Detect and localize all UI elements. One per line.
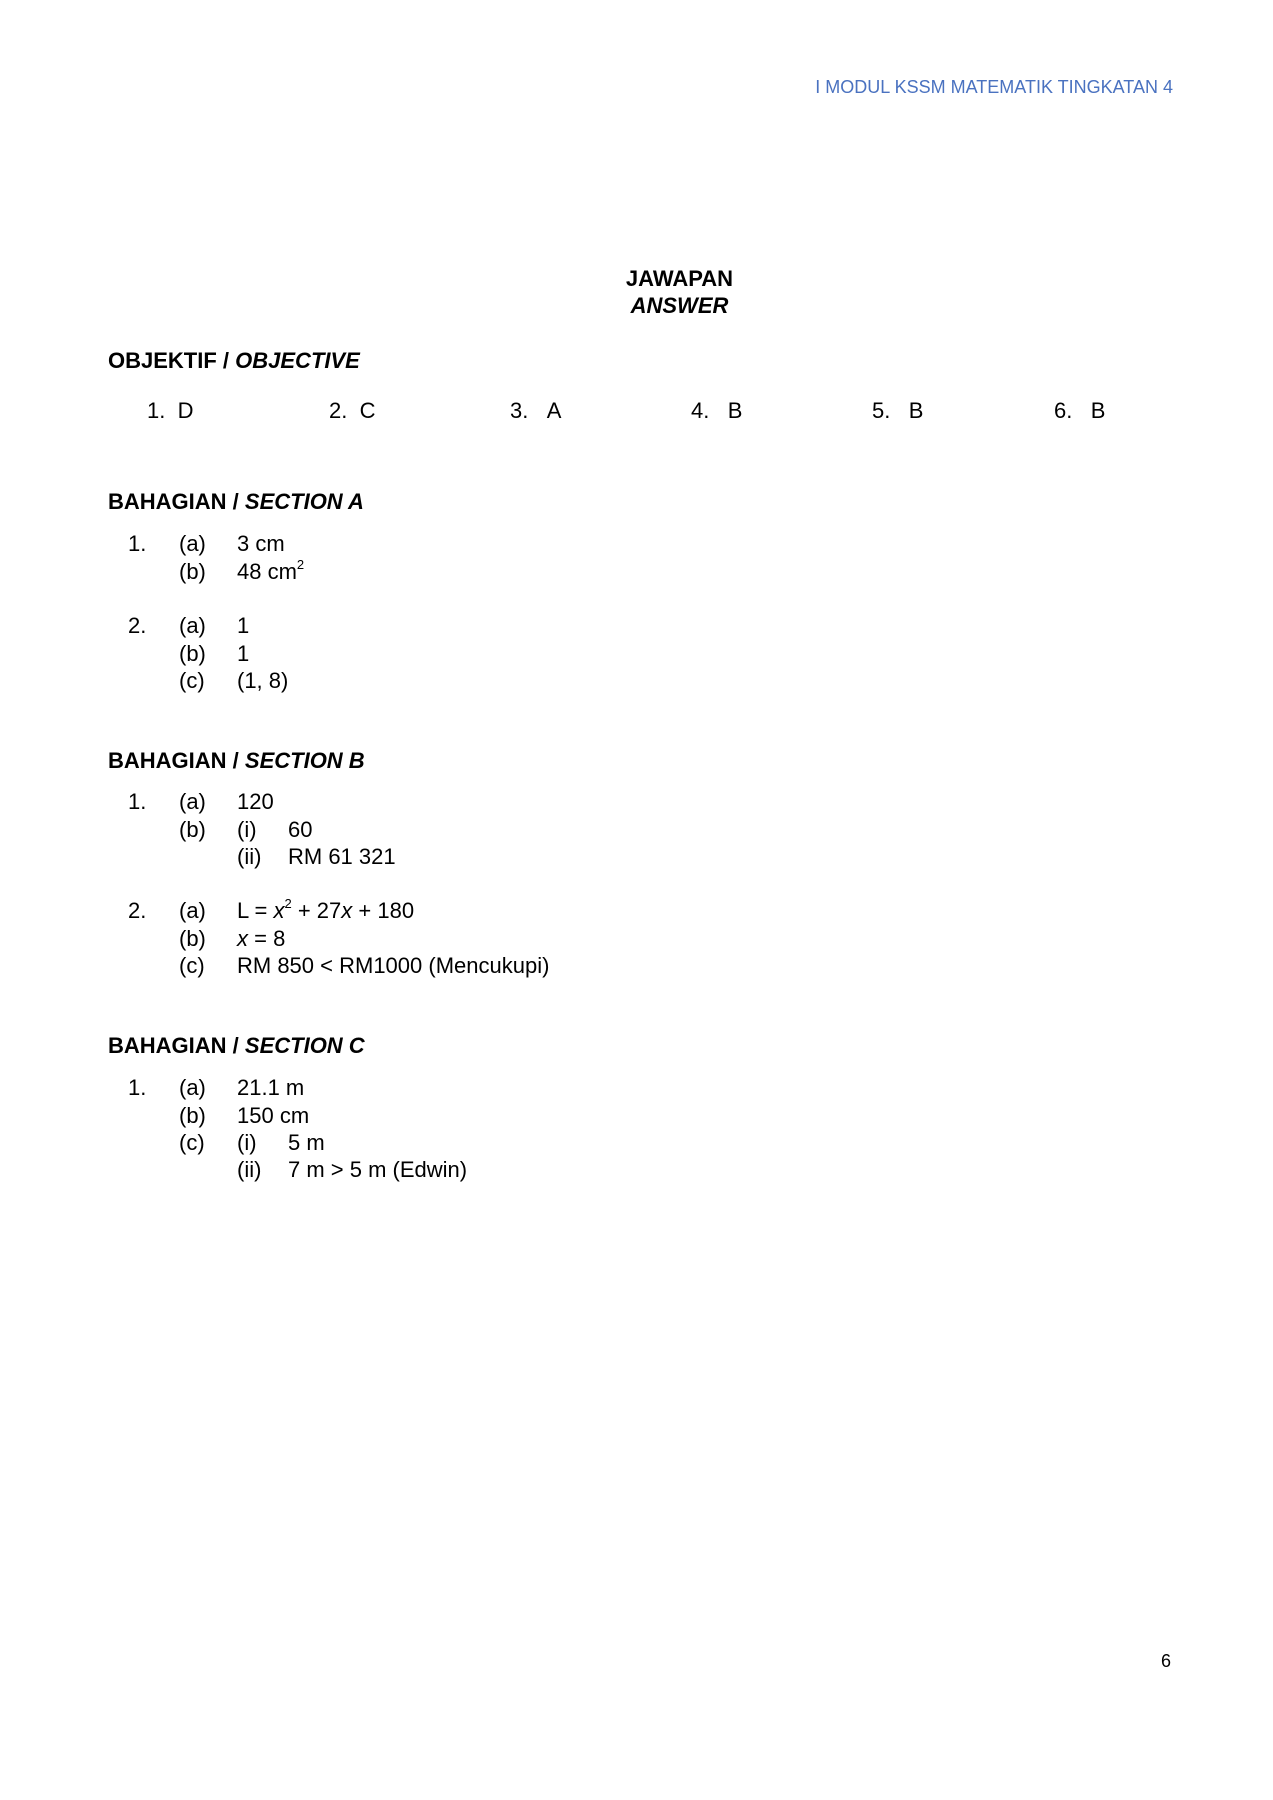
answer: 21.1 m [237,1075,305,1100]
question-number: 1. [128,531,147,556]
answer: RM 61 321 [288,844,396,869]
part-label: (c) [179,668,205,693]
section-a-heading: BAHAGIAN / SECTION A [108,489,364,514]
title-main [0,268,1273,290]
heading-ms: OBJEKTIF / [108,348,230,373]
section-c-heading: BAHAGIAN / SECTION C [108,1033,365,1058]
answer: 7 m > 5 m (Edwin) [288,1157,468,1182]
question-number: 1. [128,789,147,814]
objective-answer: 3. A [510,398,562,423]
part-label: (a) [179,1075,206,1100]
part-label: (a) [179,898,206,923]
answer: $L = x^2 + 27x + 180$ [237,896,415,923]
part-label: (c) [179,1130,205,1155]
question-number: 2. [128,898,147,923]
title-sub [0,295,1273,317]
part-label: (a) [179,531,206,556]
objective-heading [108,350,360,372]
running-header: I MODUL KSSM MATEMATIK TINGKATAN 4 [815,77,1173,97]
part-label: (a) [179,613,206,638]
subpart-label: (i) [237,1130,257,1155]
objective-answer: 1. D [147,398,194,423]
question-number: 2. [128,613,147,638]
answer: 60 [288,817,313,842]
answer: x = 8 [237,926,286,951]
answer: 48 $cm^2$ [237,557,305,584]
objective-answer: 5. B [872,398,924,423]
part-label: (a) [179,789,206,814]
part-label: (b) [179,641,206,666]
answer: (1, 8) [237,668,289,693]
subpart-label: (i) [237,817,257,842]
part-label: (b) [179,926,206,951]
heading-en: OBJECTIVE [235,348,360,373]
answer: 5 m [288,1130,325,1155]
subpart-label: (ii) [237,1157,262,1182]
objective-answer: 2. C [329,398,376,423]
answer: 1 [237,641,250,666]
objective-answer: 6. B [1054,398,1106,423]
answer: 120 [237,789,274,814]
answer: 1 [237,613,250,638]
part-label: (b) [179,1103,206,1128]
answer: RM 850 < RM1000 (Mencukupi) [237,953,550,978]
section-b-heading: BAHAGIAN / SECTION B [108,748,365,773]
part-label: (b) [179,559,206,584]
objective-answer: 4. B [691,398,743,423]
part-label: (b) [179,817,206,842]
page-number: 6 [1160,1651,1171,1671]
answer: 150 cm [237,1103,310,1128]
subpart-label: (ii) [237,844,262,869]
question-number: 1. [128,1075,147,1100]
title-sub-text: ANSWER [630,293,729,318]
title-main-text: JAWAPAN [625,266,734,291]
part-label: (c) [179,953,205,978]
answer: 3 cm [237,531,285,556]
